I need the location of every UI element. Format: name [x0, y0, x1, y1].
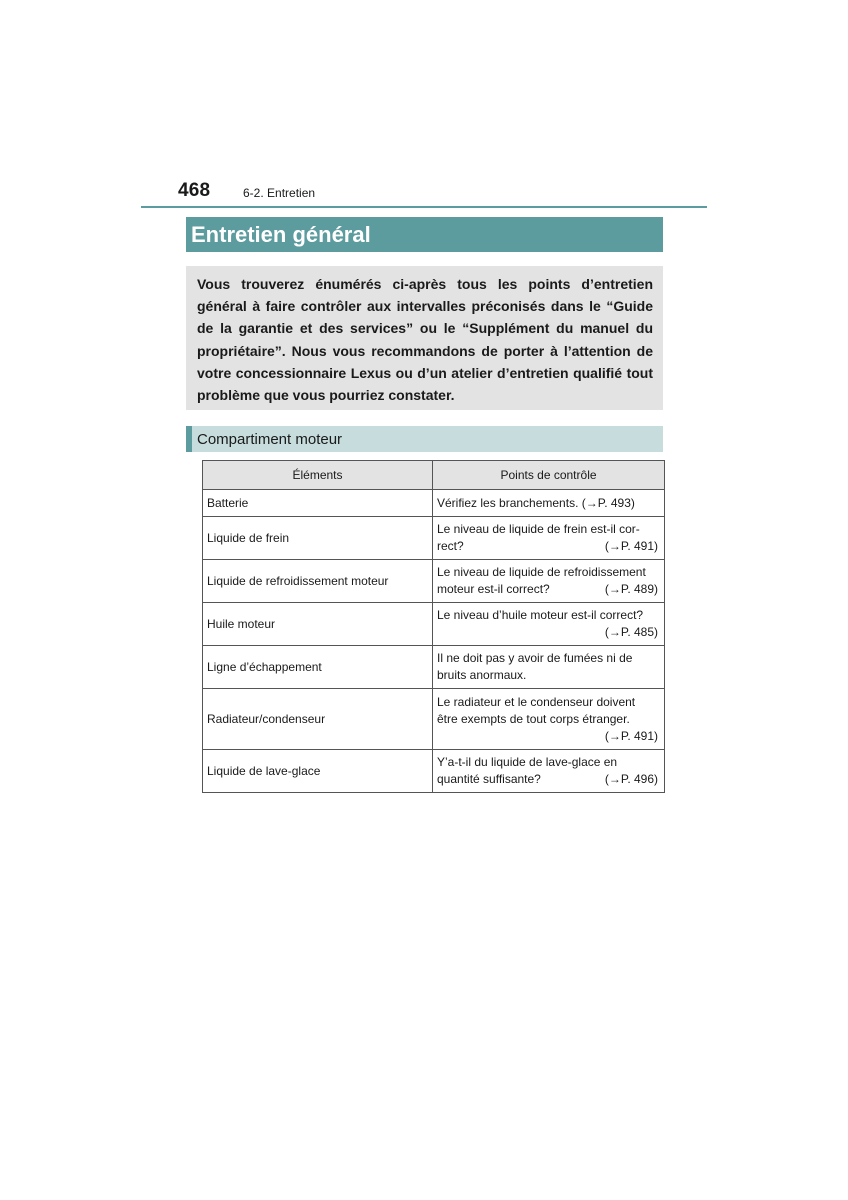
subsection-title: Compartiment moteur [197, 430, 343, 448]
table-row [203, 560, 665, 603]
row-item: Liquide de lave-glace [203, 750, 433, 793]
row-check-ref: (→P. 489) [604, 582, 658, 596]
row-check-text: Vérifiez les branchements. [437, 495, 579, 510]
column-header-checkpoints: Points de contrôle [433, 461, 665, 490]
row-check-text: Le niveau d’huile moteur est-il correct? [437, 608, 644, 622]
row-check [433, 560, 665, 603]
row-check-text: Y’a-t-il du liquide de lave-glace en [437, 755, 618, 769]
row-check-ref: (→P. 491) [604, 539, 658, 553]
row-item: Radiateur/condenseur [203, 689, 433, 750]
row-check-ref: (→P. 493) [581, 495, 635, 510]
row-check-text: Le niveau de liquide de frein est-il cor- [437, 522, 640, 536]
intro-text: Vous trouverez énumérés ci-après tous les points d’entretien général à faire contrôler aux intervalles préconisés dans le “Guide de la garantie et des services” ou le “Supplément du manuel du propriétaire”. Nous vous recommandons de porter à l’attention de votre concessionnaire Lexus ou d’un atelier d’entretien qualifié tout problème que vous pourriez constater. [197, 276, 653, 404]
row-check [433, 689, 665, 750]
row-item: Liquide de refroidissement moteur [203, 560, 433, 603]
row-check-text-cont: quantité suffisante? [437, 772, 541, 786]
row-check-text: Il ne doit pas y avoir de fumées ni de [437, 651, 633, 665]
row-check [433, 603, 665, 646]
row-check [433, 490, 665, 517]
row-item: Ligne d’échappement [203, 646, 433, 689]
row-check [433, 646, 665, 689]
intro-box [186, 266, 663, 410]
title-band [186, 217, 663, 252]
row-item: Batterie [203, 490, 433, 517]
page-number: 468 [178, 180, 211, 201]
maintenance-table [202, 460, 665, 793]
row-check-ref: (→P. 491) [604, 728, 658, 743]
subsection-heading [186, 426, 663, 452]
row-check-text: Le radiateur et le condenseur doivent [437, 694, 636, 709]
table-row [203, 603, 665, 646]
row-check-text: Le niveau de liquide de refroidissement [437, 565, 646, 579]
row-check-ref: (→P. 485) [604, 625, 658, 639]
row-check-text-cont: moteur est-il correct? [437, 582, 550, 596]
table-row [203, 490, 665, 517]
row-check-text-cont: rect? [437, 539, 464, 553]
column-header-elements: Éléments [203, 461, 433, 490]
table-row [203, 689, 665, 750]
row-check [433, 517, 665, 560]
row-item: Huile moteur [203, 603, 433, 646]
header-rule [141, 206, 707, 208]
table-row [203, 750, 665, 793]
section-reference: 6-2. Entretien [243, 186, 316, 200]
table-row [203, 646, 665, 689]
row-check [433, 750, 665, 793]
row-item: Liquide de frein [203, 517, 433, 560]
row-check-text-cont: bruits anormaux. [437, 668, 527, 682]
page-title: Entretien général [191, 221, 371, 247]
row-check-ref: (→P. 496) [604, 772, 658, 786]
table-header-row [203, 461, 665, 490]
row-check-text-cont: être exempts de tout corps étranger. [437, 711, 630, 726]
table-row [203, 517, 665, 560]
